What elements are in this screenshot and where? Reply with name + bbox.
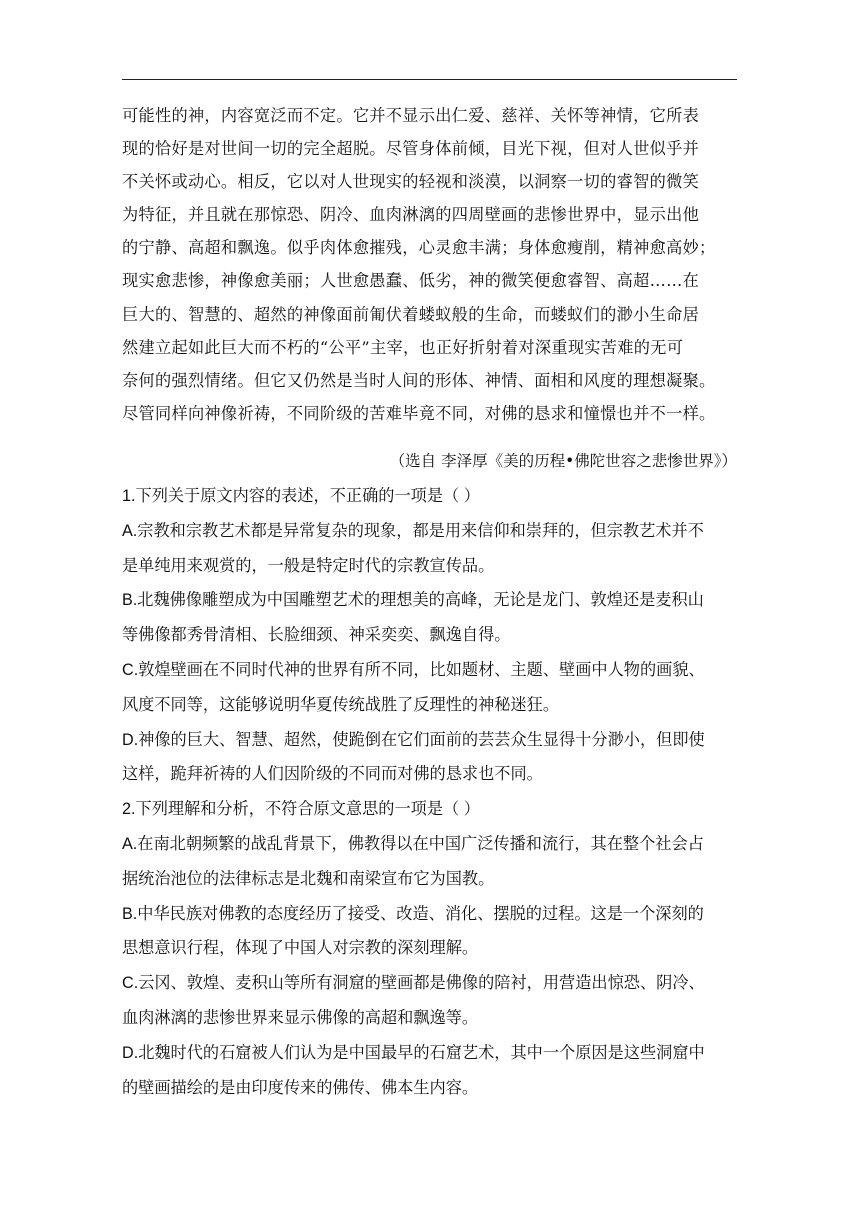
question-1-option-a-cont: 是单纯用来观赏的，一般是特定时代的宗教宣传品。 [122, 556, 495, 575]
question-2-stem: 2.下列理解和分析，不符合原文意思的一项是（ ） [122, 800, 480, 819]
passage-line: 不关怀或动心。相反，它以对人世现实的轻视和淡漠，以洞察一切的睿智的微笑 [122, 172, 700, 192]
questions-section [122, 479, 742, 1105]
passage-line: 现的恰好是对世间一切的完全超脱。尽管身体前倾，目光下视，但对人世似乎并 [122, 139, 700, 159]
passage-text [122, 99, 742, 430]
question-2-option-a-cont: 据统治池位的法律标志是北魏和南梁宣布它为国教。 [122, 869, 495, 888]
question-1-stem: 1.下列关于原文内容的表述，不正确的一项是（ ） [122, 487, 480, 505]
passage-line: 奈何的强烈情绪。但它又仍然是当时人间的形体、神情、面相和风度的理想凝聚。 [122, 370, 716, 390]
passage-line: 为特征，并且就在那惊恐、阴冷、血肉淋漓的四周壁画的悲惨世界中，显示出他 [122, 205, 700, 225]
passage-line: 巨大的、智慧的、超然的神像面前匍伏着蝼蚁般的生命，而蝼蚁们的渺小生命居 [122, 304, 700, 324]
question-1-option-a: A.宗教和宗教艺术都是异常复杂的现象，都是用来信仰和崇拜的，但宗教艺术并不 [122, 521, 704, 540]
question-2-option-c: C.云冈、敦煌、麦积山等所有洞窟的壁画都是佛像的陪衬，用营造出惊恐、阴冷、 [122, 974, 705, 993]
question-2-option-c-cont: 血肉淋漓的悲惨世界来显示佛像的高超和飘逸等。 [122, 1008, 479, 1027]
question-1-option-b-cont: 等佛像都秀骨清相、长脸细颈、神采奕奕、飘逸自得。 [122, 626, 511, 645]
passage-line: 尽管同样向神像祈祷，不同阶级的苦难毕竟不同，对佛的恳求和憧憬也并不一样。 [122, 403, 716, 423]
question-2-option-d-cont: 的壁画描绘的是由印度传来的佛传、佛本生内容。 [122, 1078, 479, 1097]
source-citation: （选自 李泽厚《美的历程•佛陀世容之悲惨世界》） [389, 452, 737, 470]
passage-line: 的宁静、高超和飘逸。似乎肉体愈摧残，心灵愈丰满；身体愈瘦削，精神愈高妙； [122, 238, 716, 258]
question-2-option-d: D.北魏时代的石窟被人们认为是中国最早的石窟艺术，其中一个原因是这些洞窟中 [122, 1043, 705, 1062]
question-1-option-d: D.神像的巨大、智慧、超然，使跪倒在它们面前的芸芸众生显得十分渺小，但即使 [122, 730, 705, 749]
question-1-option-d-cont: 这样，跪拜祈祷的人们因阶级的不同而对佛的恳求也不同。 [122, 765, 543, 784]
passage-line: 可能性的神，内容宽泛而不定。它并不显示出仁爱、慈祥、关怀等神情，它所表 [122, 106, 700, 125]
question-2-option-b: B.中华民族对佛教的态度经历了接受、改造、消化、摆脱的过程。这是一个深刻的 [122, 904, 704, 923]
question-2-option-a: A.在南北朝频繁的战乱背景下，佛教得以在中国广泛传播和流行，其在整个社会占 [122, 834, 704, 853]
question-1-option-c-cont: 风度不同等，这能够说明华夏传统战胜了反理性的神秘迷狂。 [122, 695, 560, 714]
question-2-option-b-cont: 思想意识行程，体现了中国人对宗教的深刻理解。 [122, 939, 479, 958]
passage-line: 现实愈悲惨，神像愈美丽；人世愈愚蠢、低劣，神的微笑便愈睿智、高超……在 [122, 271, 700, 291]
question-1-option-b: B.北魏佛像雕塑成为中国雕塑艺术的理想美的高峰，无论是龙门、敦煌还是麦积山 [122, 591, 704, 610]
passage-line: 然建立起如此巨大而不朽的“公平”主宰，也正好折射着对深重现实苦难的无可 [122, 337, 684, 357]
header-rule [122, 79, 737, 80]
question-1-option-c: C.敦煌壁画在不同时代神的世界有所不同，比如题材、主题、壁画中人物的画貌、 [122, 660, 705, 679]
